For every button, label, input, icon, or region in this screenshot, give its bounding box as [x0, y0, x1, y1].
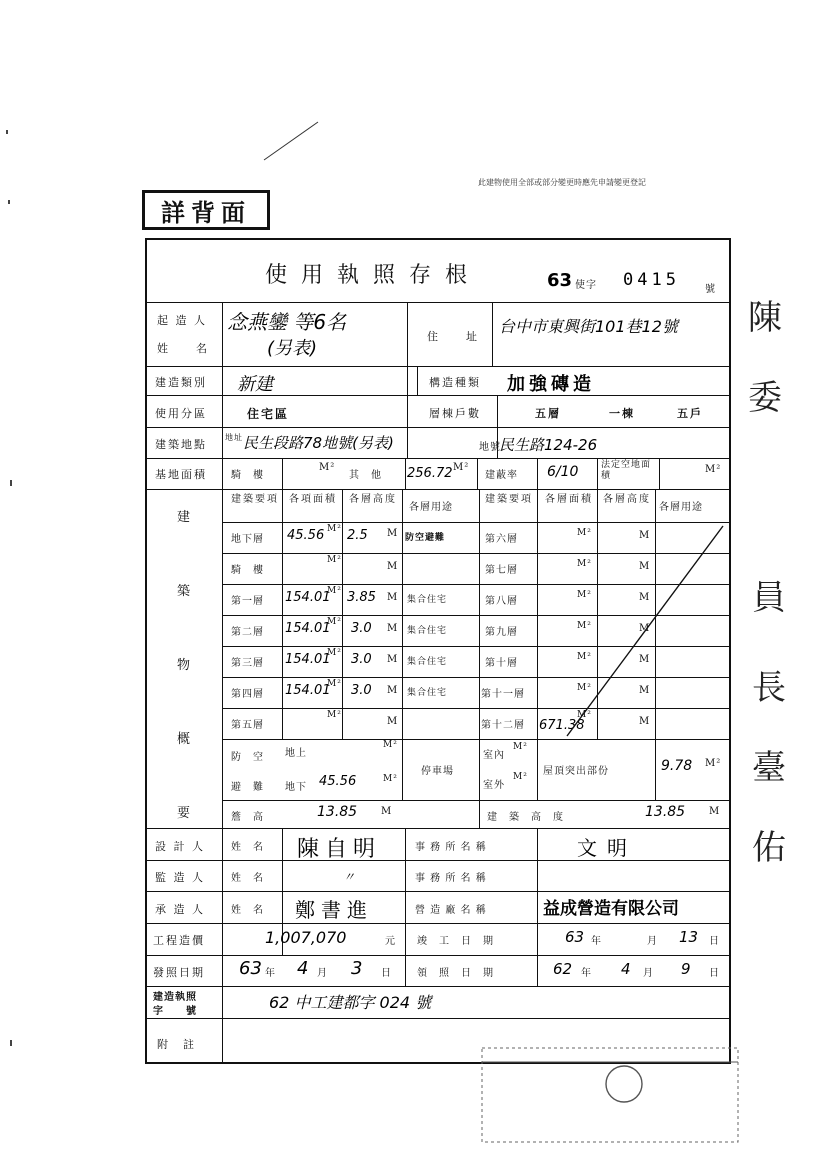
floor-use: 集合住宅 [407, 657, 448, 667]
building-height-unit: M [709, 806, 721, 817]
issue-month: 4 [297, 958, 309, 979]
floor-height-unit: M [387, 623, 399, 634]
issue-y: 年 [265, 968, 276, 979]
base-value-2: 256.72 [407, 466, 453, 481]
zone-label: 使用分區 [155, 407, 207, 420]
floor-area: 154.01 [285, 683, 331, 698]
shelter-above: 地上 [285, 748, 307, 759]
header-right-use: 各層用途 [659, 502, 703, 513]
floor-height: 3.0 [351, 683, 372, 698]
permit-value: 62 中工建都字 024 號 [269, 993, 432, 1012]
finish-label: 竣 工 日 期 [417, 936, 494, 947]
side-char: 要 [177, 806, 193, 821]
receive-label: 領 照 日 期 [417, 968, 494, 979]
floors-value-c: 五戶 [677, 407, 703, 420]
issue-m: 月 [317, 968, 328, 979]
eave-height-label: 簷 高 [231, 812, 264, 823]
floor-area-unit: M² [577, 528, 592, 538]
floor-area-unit: M² [577, 683, 592, 693]
floor-height: 3.85 [347, 590, 376, 605]
floor-height-unit: M [639, 623, 651, 634]
openspace-label: 法定空地面積 [601, 460, 652, 481]
floor-height: 3.0 [351, 621, 372, 636]
margin-char: 臺 [752, 748, 786, 788]
floor-height-unit: M [387, 592, 399, 603]
margin-char: 佑 [752, 828, 786, 868]
floor-name: 第十一層 [481, 689, 525, 700]
floor-height-unit: M [387, 685, 399, 696]
floor-area-unit: M² [327, 679, 342, 689]
category-value: 新建 [237, 374, 273, 395]
structure-label: 構造種類 [429, 376, 481, 389]
binding-mark [10, 1040, 12, 1046]
floor-height: 2.5 [347, 528, 368, 543]
header-right-area: 各層面積 [545, 494, 593, 505]
floor-name: 第十二層 [481, 720, 525, 731]
finish-m: 月 [647, 936, 658, 947]
owner-label: 起 造 人 [157, 314, 207, 327]
license-stub-form [145, 238, 731, 1064]
roof-label: 屋頂突出部份 [543, 766, 609, 777]
header-left-use: 各層用途 [409, 502, 453, 513]
supervisor-name: 〃 [343, 870, 356, 884]
form-title: 使用執照存根 [265, 263, 482, 288]
receive-m: 月 [643, 968, 654, 979]
binding-mark [6, 130, 8, 134]
floor-use: 集合住宅 [407, 595, 448, 605]
license-prefix: 63 [547, 270, 573, 291]
site-value-b: 民生路124-26 [499, 436, 598, 454]
company-label: 營 造 廠 名 稱 [415, 905, 487, 916]
floor-area-unit: M² [577, 710, 592, 720]
margin-char: 長 [752, 668, 786, 708]
detail-on-back-stamp [142, 190, 270, 230]
floor-height: 3.0 [351, 652, 372, 667]
floor-area-unit: M² [577, 652, 592, 662]
receive-d: 日 [709, 968, 720, 979]
header-left-area: 各項面積 [289, 494, 337, 505]
floor-area: 671.38 [539, 718, 585, 733]
header-right-height: 各層高度 [603, 494, 651, 505]
designer-name-label: 姓 名 [231, 842, 264, 853]
issue-year: 63 [239, 958, 262, 979]
pen-mark [262, 118, 322, 162]
receive-day: 9 [681, 960, 691, 978]
floor-name: 第五層 [231, 720, 264, 731]
floor-name: 地下層 [231, 534, 264, 545]
owner-note: (另表) [267, 338, 318, 359]
shelter-label-1: 防 空 [231, 752, 264, 763]
address-value: 台中市東興街101巷12號 [499, 317, 678, 336]
empty-floors-strike [537, 522, 727, 740]
base-sub-2: 其 他 [349, 470, 382, 481]
issue-d: 日 [381, 968, 392, 979]
supervisor-office-label: 事 務 所 名 稱 [415, 873, 487, 884]
issue-label: 發照日期 [153, 966, 205, 979]
site-sub-a: 地址 [225, 433, 243, 442]
roof-value: 9.78 [661, 758, 693, 774]
floor-area-unit: M² [327, 586, 342, 596]
floor-area-unit: M² [577, 621, 592, 631]
contractor-label: 承 造 人 [155, 903, 205, 916]
floor-height-unit: M [639, 592, 651, 603]
floor-name: 騎 樓 [231, 565, 264, 576]
floor-name: 第七層 [485, 565, 518, 576]
license-number: 0415 [623, 270, 680, 290]
finish-y: 年 [591, 936, 602, 947]
floor-area-unit: M² [327, 648, 342, 658]
finish-d: 日 [709, 936, 720, 947]
parking-out: 室外 [483, 780, 505, 791]
cost-value: 1,007,070 [265, 928, 347, 947]
openspace-unit: M² [705, 464, 722, 475]
floor-area-unit: M² [577, 590, 592, 600]
floor-height-unit: M [387, 561, 399, 572]
shelter-below: 地下 [285, 782, 307, 793]
parking-in-unit: M² [513, 742, 528, 752]
header-left-item: 建築要項 [231, 494, 279, 505]
finish-year: 63 [565, 928, 585, 946]
floor-name: 第九層 [485, 627, 518, 638]
floor-area-unit: M² [327, 524, 342, 534]
designer-name: 陳自明 [297, 837, 382, 862]
floor-height-unit: M [387, 528, 399, 539]
supervisor-name-label: 姓 名 [231, 873, 264, 884]
floor-name: 第六層 [485, 534, 518, 545]
floor-height-unit: M [387, 654, 399, 665]
floor-name: 第四層 [231, 689, 264, 700]
floor-name: 第八層 [485, 596, 518, 607]
base-unit-2: M² [453, 462, 470, 473]
margin-char: 陳 [748, 298, 782, 338]
floors-value-a: 五層 [535, 407, 561, 420]
side-char: 物 [177, 658, 193, 673]
header-left-height: 各層高度 [349, 494, 397, 505]
floor-height-unit: M [639, 561, 651, 572]
floor-height-unit: M [639, 654, 651, 665]
floor-name: 第十層 [485, 658, 518, 669]
bottom-seal-area [480, 1040, 740, 1144]
floor-area: 45.56 [287, 528, 325, 543]
building-height-value: 13.85 [645, 804, 686, 820]
roof-unit: M² [705, 758, 722, 769]
office-label: 事 務 所 名 稱 [415, 842, 487, 853]
floor-area-unit: M² [327, 710, 342, 720]
binding-mark [10, 480, 12, 486]
shelter-below-value: 45.56 [319, 774, 357, 789]
floor-name: 第一層 [231, 596, 264, 607]
shelter-above-unit: M² [383, 740, 398, 750]
receive-y: 年 [581, 968, 592, 979]
floor-area-unit: M² [327, 617, 342, 627]
remarks-label: 附 註 [157, 1038, 196, 1051]
eave-height-value: 13.85 [317, 804, 358, 820]
floor-use: 防空避難 [405, 533, 446, 543]
office-value: 文明 [577, 836, 637, 860]
margin-char: 委 [748, 378, 782, 418]
floors-value-b: 一棟 [609, 407, 635, 420]
eave-height-unit: M [381, 806, 393, 817]
shelter-below-unit: M² [383, 774, 398, 784]
parking-label: 停車場 [421, 766, 454, 777]
supervisor-label: 監 造 人 [155, 871, 205, 884]
base-label: 基地面積 [155, 468, 207, 481]
floor-name: 第三層 [231, 658, 264, 669]
base-unit-1: M² [319, 462, 336, 473]
contractor-name: 鄭書進 [295, 898, 373, 922]
cost-unit: 元 [385, 936, 396, 947]
side-char: 築 [177, 584, 193, 599]
floor-height-unit: M [639, 530, 651, 541]
floor-height-unit: M [387, 716, 399, 727]
issue-day: 3 [351, 958, 363, 979]
header-right-item: 建築要項 [485, 494, 533, 505]
floor-area-unit: M² [327, 555, 342, 565]
receive-year: 62 [553, 960, 573, 978]
floor-height-unit: M [639, 716, 651, 727]
top-note: 此建物使用全部或部分變更時應先申請變更登記 [478, 178, 646, 187]
structure-value: 加強磚造 [507, 374, 595, 395]
cost-label: 工程造價 [153, 934, 205, 947]
floor-name: 第二層 [231, 627, 264, 638]
floor-area: 154.01 [285, 621, 331, 636]
owner-name-label: 姓 名 [157, 342, 209, 355]
stamp-text: 詳背面 [161, 197, 251, 227]
shelter-label-2: 避 難 [231, 782, 264, 793]
site-value-a: 民生段路78地號(另表) [243, 434, 394, 452]
contractor-name-label: 姓 名 [231, 905, 264, 916]
floor-height-unit: M [639, 685, 651, 696]
license-word: 使字 [575, 280, 597, 291]
owner-value: 念燕鑾 等6名 [227, 310, 347, 334]
floor-use: 集合住宅 [407, 626, 448, 636]
parking-out-unit: M² [513, 772, 528, 782]
side-char: 概 [177, 732, 193, 747]
floor-area: 154.01 [285, 652, 331, 667]
category-label: 建造類別 [155, 376, 207, 389]
finish-day: 13 [679, 928, 699, 946]
floor-area: 154.01 [285, 590, 331, 605]
zone-value: 住宅區 [247, 407, 290, 421]
floor-area-unit: M² [577, 559, 592, 569]
coverage-label: 建蔽率 [485, 470, 518, 481]
side-char: 建 [177, 510, 193, 525]
receive-month: 4 [621, 960, 631, 978]
margin-char: 員 [752, 578, 786, 618]
permit-label-1: 建造執照 [153, 992, 197, 1003]
floor-use: 集合住宅 [407, 688, 448, 698]
coverage-value: 6/10 [547, 464, 579, 480]
floors-label: 層棟戶數 [429, 407, 481, 420]
site-sub-b: 地號 [479, 442, 501, 453]
company-value: 益成營造有限公司 [543, 899, 679, 919]
license-suffix: 號 [705, 284, 716, 295]
site-label: 建築地點 [155, 438, 207, 451]
designer-label: 設 計 人 [155, 840, 205, 853]
address-label: 住 址 [427, 330, 479, 343]
base-sub-1: 騎 樓 [231, 470, 264, 481]
building-height-label: 建 築 高 度 [487, 812, 564, 823]
permit-label-2: 字 號 [153, 1006, 197, 1017]
parking-in: 室內 [483, 750, 505, 761]
binding-mark [8, 200, 10, 204]
